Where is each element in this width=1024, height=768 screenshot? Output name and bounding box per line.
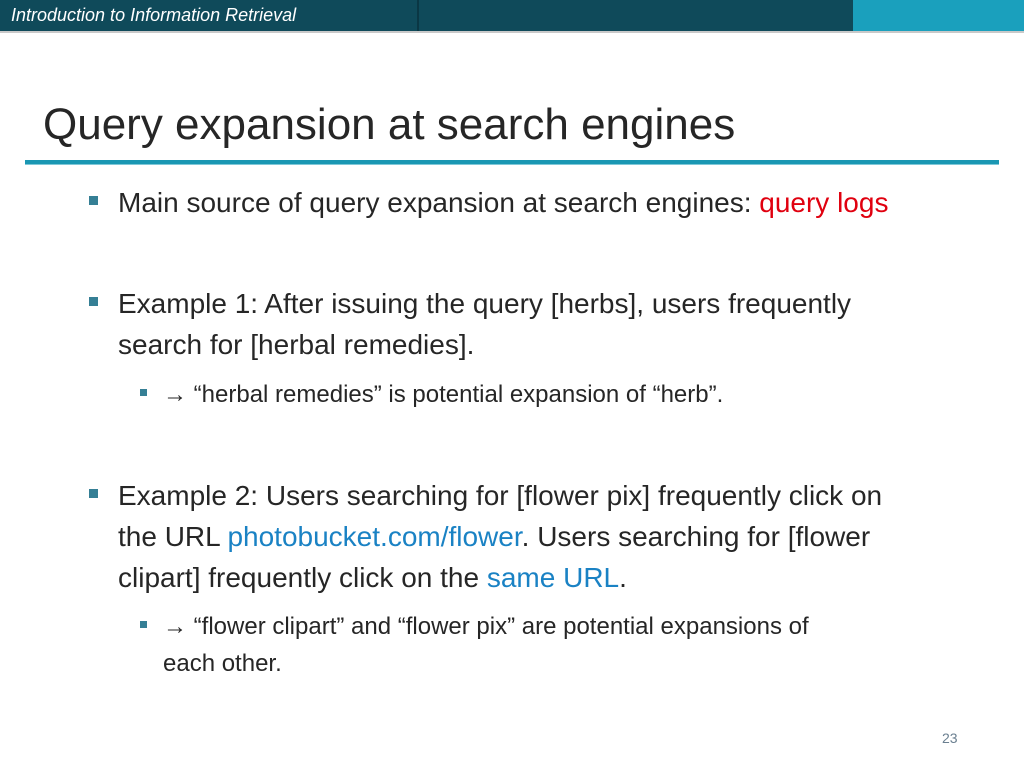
square-bullet-icon	[140, 621, 147, 628]
bullet-3-line-1: Example 2: Users searching for [flower pix] frequently click on	[118, 480, 883, 511]
photobucket-url-link[interactable]: photobucket.com/flower	[227, 521, 522, 552]
square-bullet-icon	[89, 297, 98, 306]
header-accent-band	[853, 0, 1024, 31]
same-url-link[interactable]: same URL	[486, 562, 620, 593]
header-underline	[0, 31, 1024, 33]
bullet-3-line-3-end: .	[619, 562, 627, 593]
bullet-2-sub: → “herbal remedies” is potential expansion of “herb”.	[163, 381, 724, 408]
square-bullet-icon	[89, 196, 98, 205]
bullet-3-sub-line-2: each other.	[163, 650, 282, 677]
bullet-1-highlight: query logs	[759, 187, 889, 218]
slide-title: Query expansion at search engines	[43, 100, 736, 149]
bullet-1-main: Main source of query expansion at search engines:	[118, 187, 760, 218]
bullet-3-line-3-start: clipart] frequently click on the	[118, 562, 487, 593]
bullet-3-line-3	[118, 557, 627, 598]
course-title: Introduction to Information Retrieval	[11, 5, 297, 25]
title-rule	[25, 160, 999, 165]
bullet-3-line-2	[118, 516, 870, 557]
bullet-2-line-2: search for [herbal remedies].	[118, 329, 475, 360]
page-number: 23	[942, 730, 958, 746]
header-bar	[0, 0, 1024, 33]
bullet-2-line-1: Example 1: After issuing the query [herbs], users frequently	[118, 288, 852, 319]
bullet-3-sub-line-1: → “flower clipart” and “flower pix” are potential expansions of	[163, 613, 809, 640]
header-divider	[417, 0, 419, 31]
square-bullet-icon	[89, 489, 98, 498]
bullet-3-line-2-start: the URL	[118, 521, 228, 552]
bullet-3-line-2-end: . Users searching for [flower	[521, 521, 871, 552]
bullet-1-text	[118, 182, 888, 223]
square-bullet-icon	[140, 389, 147, 396]
